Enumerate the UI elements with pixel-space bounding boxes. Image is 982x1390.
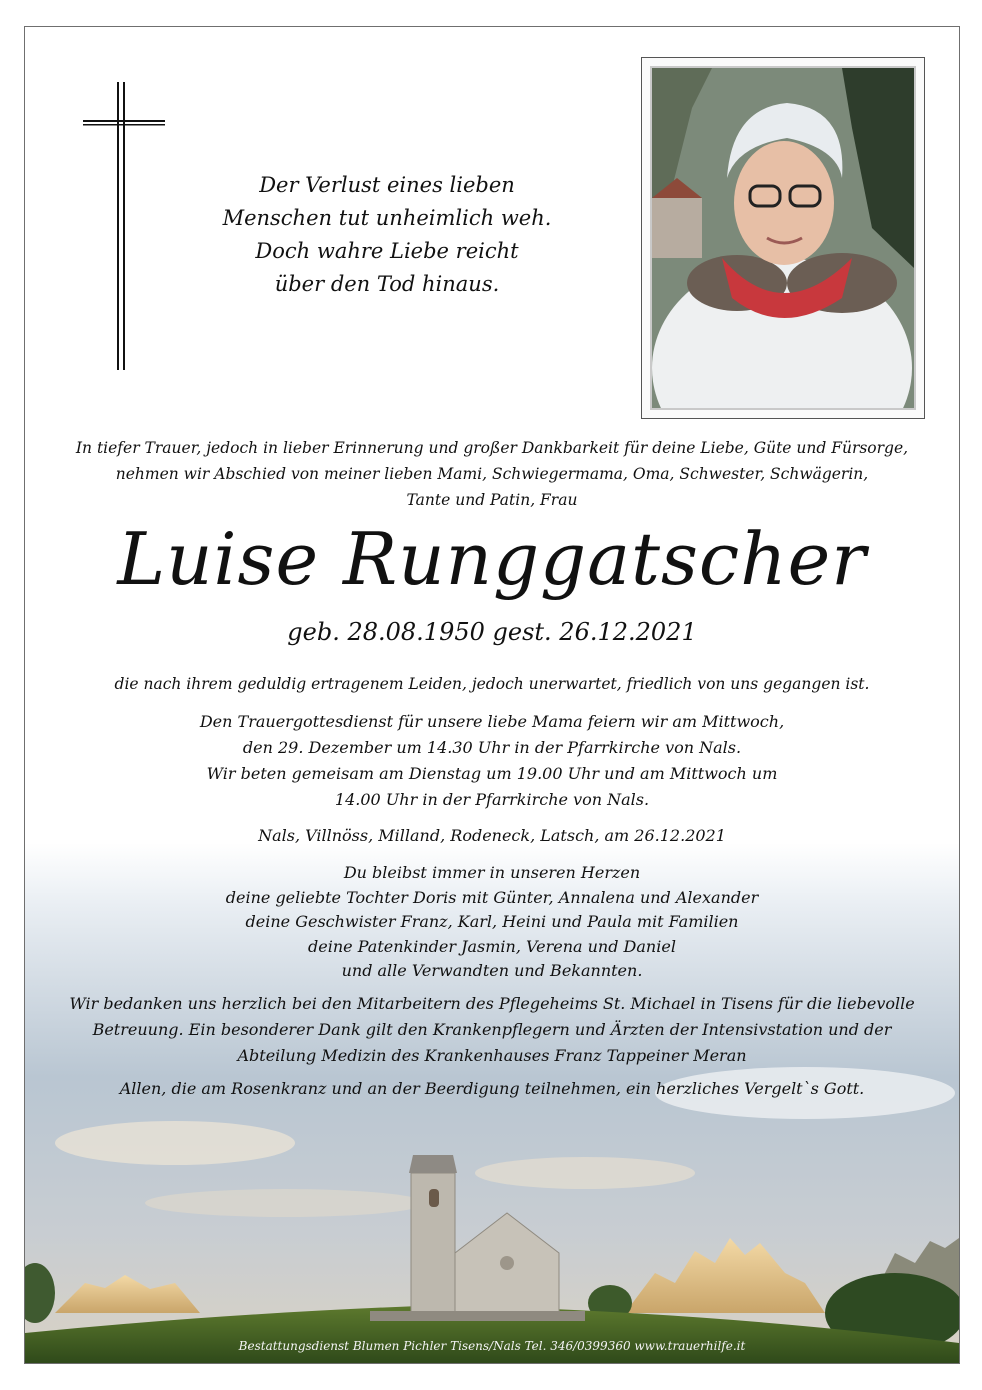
service-line: 14.00 Uhr in der Pfarrkirche von Nals. bbox=[334, 790, 650, 809]
portrait-frame bbox=[641, 57, 925, 419]
intro-line: In tiefer Trauer, jedoch in lieber Erinnerung und großer Dankbarkeit für deine Liebe, Güte und Fürsorge, bbox=[75, 439, 909, 457]
family-line: deine Patenkinder Jasmin, Verena und Daniel bbox=[308, 936, 676, 956]
thanks-line: Betreuung. Ein besonderer Dank gilt den Krankenpflegern und Ärzten der Intensivstation und der bbox=[92, 1020, 892, 1039]
service-line: den 29. Dezember um 14.30 Uhr in der Pfarrkirche von Nals. bbox=[242, 738, 742, 757]
family-line: deine geliebte Tochter Doris mit Günter, Annalena und Alexander bbox=[225, 887, 759, 907]
closing-text: Allen, die am Rosenkranz und an der Beerdigung teilnehmen, ein herzliches Vergelt`s Gott. bbox=[119, 1079, 865, 1098]
life-dates: geb. 28.08.1950 gest. 26.12.2021 bbox=[287, 618, 697, 646]
passing-text: die nach ihrem geduldig ertragenem Leiden, jedoch unerwartet, friedlich von uns gegangen ist. bbox=[114, 675, 870, 693]
service-line: Wir beten gemeisam am Dienstag um 19.00 Uhr und am Mittwoch um bbox=[206, 764, 778, 783]
family-line: Du bleibst immer in unseren Herzen bbox=[343, 863, 641, 882]
family-list bbox=[25, 861, 959, 984]
poem-line: Der Verlust eines lieben bbox=[259, 173, 515, 197]
service-line: Den Trauergottesdienst für unsere liebe Mama feiern wir am Mittwoch, bbox=[199, 712, 785, 731]
cross-icon bbox=[83, 82, 165, 370]
funeral-service-footer: Bestattungsdienst Blumen Pichler Tisens/Nals Tel. 346/0399360 www.trauerhilfe.it bbox=[238, 1339, 746, 1353]
poem-line: über den Tod hinaus. bbox=[274, 272, 500, 296]
deceased-name: Luise Runggatscher bbox=[117, 517, 867, 601]
obituary-card bbox=[24, 26, 960, 1364]
thanks-text bbox=[25, 991, 959, 1069]
service-info bbox=[25, 709, 959, 813]
family-line: und alle Verwandten und Bekannten. bbox=[341, 961, 643, 980]
thanks-line: Wir bedanken uns herzlich bei den Mitarbeitern des Pflegeheims St. Michael in Tisens für die liebevolle bbox=[69, 994, 915, 1013]
poem bbox=[217, 169, 557, 301]
intro-line: nehmen wir Abschied von meiner lieben Mami, Schwiegermama, Oma, Schwester, Schwägerin, bbox=[115, 465, 869, 483]
place-date: Nals, Villnöss, Milland, Rodeneck, Latsch, am 26.12.2021 bbox=[258, 826, 726, 845]
intro-text bbox=[25, 435, 959, 513]
family-line: deine Geschwister Franz, Karl, Heini und Paula mit Familien bbox=[245, 912, 739, 931]
thanks-line: Abteilung Medizin des Krankenhauses Franz Tappeiner Meran bbox=[237, 1046, 747, 1065]
intro-line: Tante und Patin, Frau bbox=[406, 491, 578, 509]
portrait-photo bbox=[650, 66, 916, 410]
poem-line: Doch wahre Liebe reicht bbox=[255, 239, 519, 263]
poem-line: Menschen tut unheimlich weh. bbox=[222, 206, 552, 230]
